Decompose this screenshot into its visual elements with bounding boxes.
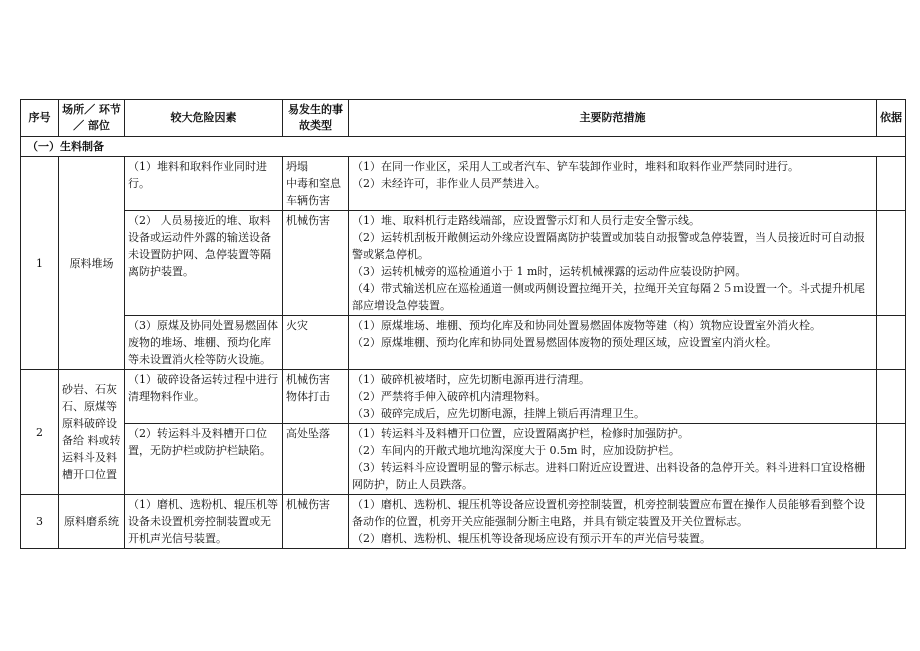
basis-cell: [877, 316, 906, 370]
measure-item: （1）堆、取料机行走路线端部，应设置警示灯和人员行走安全警示线。: [352, 214, 700, 227]
table-row: [21, 157, 906, 211]
measure-item: （1）原煤堆场、堆棚、预均化库及和协同处置易燃固体废物等建（构）筑物应设置室外消火栓。: [352, 319, 821, 332]
accident-type: 车辆伤害: [286, 194, 330, 207]
measure-item: （3）转运料斗应设置明显的警示标志。进料口附近应设置进、出料设备的急停开关。料斗进料口宜设格栅网防护，防止人员跌落。: [352, 461, 865, 491]
measure-item: （1）破碎机被堵时，应先切断电源再进行清理。: [352, 373, 590, 386]
accident-cell: [283, 370, 349, 424]
table-row: [21, 495, 906, 549]
header-accident: 易发生的事故类型: [283, 100, 349, 137]
accident-cell: [283, 424, 349, 495]
measure-item: （2）运转机刮板开敞侧运动外缘应设置隔离防护装置或加装自动报警或急停装置，当人员接近时可自动报警或紧急停机。: [352, 231, 865, 261]
hazard-cell: （1）磨机、选粉机、辊压机等设备未设置机旁控制装置或无开机声光信号装置。: [125, 495, 283, 549]
measure-item: （4）带式输送机应在巡检通道一侧或两侧设置拉绳开关，拉绳开关宜每隔２５ｍ设置一个。斗式提升机尾部应增设急停装置。: [352, 282, 865, 312]
row-number: 3: [21, 495, 59, 549]
section-title: （一）生料制备: [21, 137, 906, 157]
hazard-cell: （1）堆料和取料作业同时进行。: [125, 157, 283, 211]
place-cell: 原料磨系统: [59, 495, 125, 549]
accident-type: 中毒和窒息: [286, 177, 341, 190]
accident-type: 火灾: [286, 319, 308, 332]
hazard-cell: （2） 人员易接近的堆、取料设备或运动件外露的输送设备未设置防护网、急停装置等隔离防护装置。: [125, 211, 283, 316]
place-cell: 原料堆场: [59, 157, 125, 370]
table-row: [21, 316, 906, 370]
basis-cell: [877, 424, 906, 495]
place-cell: 砂岩、石灰石、原煤等原料破碎设备给 料或转运料斗及料槽开口位置: [59, 370, 125, 495]
basis-cell: [877, 211, 906, 316]
measures-cell: [349, 316, 877, 370]
basis-cell: [877, 157, 906, 211]
hazard-table: [20, 99, 906, 549]
measures-cell: [349, 370, 877, 424]
row-number: 1: [21, 157, 59, 370]
row-number: 2: [21, 370, 59, 495]
measure-item: （3）破碎完成后，应先切断电源，挂牌上锁后再清理卫生。: [352, 407, 645, 420]
accident-type: 机械伤害: [286, 498, 330, 511]
measures-cell: [349, 424, 877, 495]
basis-cell: [877, 495, 906, 549]
table-row: [21, 211, 906, 316]
accident-type: 坍塌: [286, 160, 308, 173]
hazard-cell: （1）破碎设备运转过程中进行清理物料作业。: [125, 370, 283, 424]
measure-item: （2）未经许可，非作业人员严禁进入。: [352, 177, 546, 190]
hazard-cell: （2）转运料斗及料槽开口位置，无防护栏或防护栏缺陷。: [125, 424, 283, 495]
measures-cell: [349, 157, 877, 211]
hazard-cell: （3）原煤及协同处置易燃固体废物的堆场、堆棚、预均化库等未设置消火栓等防火设施。: [125, 316, 283, 370]
accident-type: 机械伤害: [286, 373, 330, 386]
measure-item: （2）原煤堆棚、预均化库和协同处置易燃固体废物的预处理区域，应设置室内消火栓。: [352, 336, 777, 349]
accident-cell: [283, 157, 349, 211]
measure-item: （2）磨机、选粉机、辊压机等设备现场应设有预示开车的声光信号装置。: [352, 532, 711, 545]
measure-item: （1）磨机、选粉机、辊压机等设备应设置机旁控制装置，机旁控制装置应布置在操作人员能够看到整个设备动作的位置，机旁开关应能强制分断主电路，并具有锁定装置及开关位置标志。: [352, 498, 865, 528]
accident-type: 机械伤害: [286, 214, 330, 227]
header-place: 场所／ 环节／ 部位: [59, 100, 125, 137]
basis-cell: [877, 370, 906, 424]
header-measures: 主要防范措施: [349, 100, 877, 137]
accident-type: 物体打击: [286, 390, 330, 403]
accident-cell: [283, 495, 349, 549]
measure-item: （3）运转机械旁的巡检通道小于 1 m时，运转机械裸露的运动件应装设防护网。: [352, 265, 747, 278]
measures-cell: [349, 211, 877, 316]
header-hazard: 较大危险因素: [125, 100, 283, 137]
header-basis: 依据: [877, 100, 906, 137]
table-row: [21, 424, 906, 495]
header-row: [21, 100, 906, 137]
header-no: 序号: [21, 100, 59, 137]
table-row: [21, 370, 906, 424]
accident-cell: [283, 211, 349, 316]
accident-type: 高处坠落: [286, 427, 330, 440]
measure-item: （2）车间内的开敞式地坑地沟深度大于 0.5m 时，应加设防护栏。: [352, 444, 680, 457]
measures-cell: [349, 495, 877, 549]
accident-cell: [283, 316, 349, 370]
measure-item: （1）转运料斗及料槽开口位置，应设置隔离护栏，检修时加强防护。: [352, 427, 689, 440]
section-row: [21, 137, 906, 157]
measure-item: （2）严禁将手伸入破碎机内清理物料。: [352, 390, 546, 403]
measure-item: （1）在同一作业区，采用人工或者汽车、铲车装卸作业时，堆料和取料作业严禁同时进行。: [352, 160, 799, 173]
